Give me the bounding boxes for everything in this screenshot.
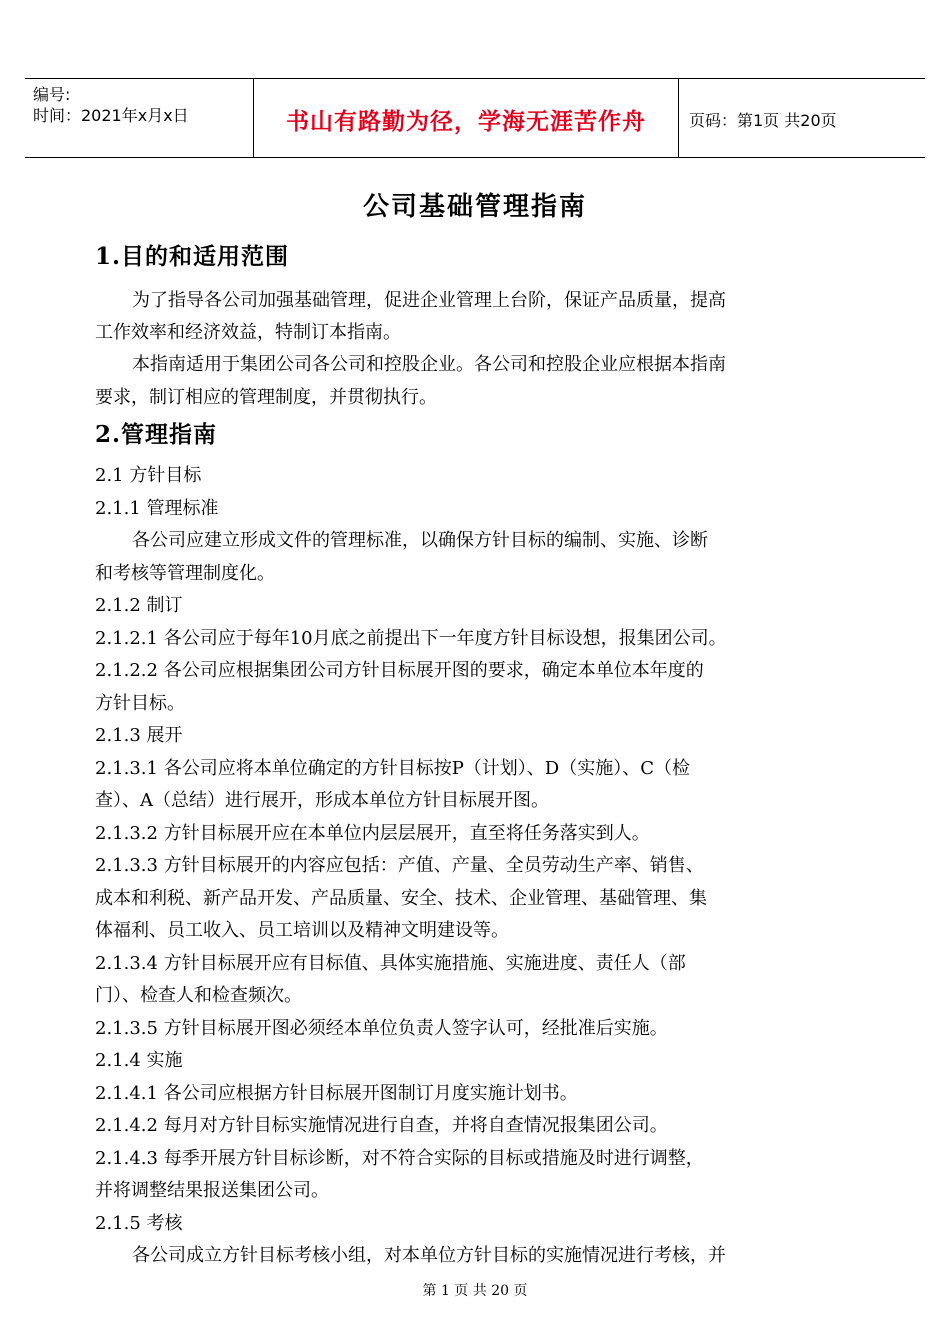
paragraph-line: 并将调整结果报送集团公司。 — [95, 1180, 329, 1201]
paragraph-line: 2.1.3.4 方针目标展开应有目标值、具体实施措施、实施进度、责任人（部 — [95, 953, 686, 974]
paragraph-line: 2.1.3.5 方针目标展开图必须经本单位负责人签字认可，经批准后实施。 — [95, 1018, 668, 1039]
document-title: 公司基础管理指南 — [362, 192, 587, 222]
paragraph-line: 2.1.2 制订 — [95, 595, 183, 616]
paragraph-line: 2.1.1 管理标准 — [95, 498, 219, 519]
paragraph-line: 成本和利税、新产品开发、产品质量、安全、技术、企业管理、基础管理、集 — [95, 888, 707, 909]
header-table — [25, 78, 925, 158]
header-page-cell — [679, 79, 925, 157]
paragraph-line: 2.1.3.3 方针目标展开的内容应包括：产值、产量、全员劳动生产率、销售、 — [95, 855, 704, 876]
paragraph-line: 门）、检查人和检查频次。 — [95, 985, 302, 1006]
header-motto-cell — [253, 79, 679, 157]
paragraph-line: 各公司应建立形成文件的管理标准，以确保方针目标的编制、实施、诊断 — [132, 530, 708, 551]
paragraph-line: 2.1.4 实施 — [95, 1050, 183, 1071]
paragraph-line: 2.1.3.1 各公司应将本单位确定的方针目标按P（计划）、D（实施）、C（检 — [95, 758, 691, 779]
paragraph-line: 2.1.4.2 每月对方针目标实施情况进行自查，并将自查情况报集团公司。 — [95, 1115, 668, 1136]
paragraph-line: 本指南适用于集团公司各公司和控股企业。各公司和控股企业应根据本指南 — [132, 354, 726, 375]
paragraph-line: 2.1.3 展开 — [95, 725, 183, 746]
paragraph-line: 体福利、员工收入、员工培训以及精神文明建设等。 — [95, 920, 509, 941]
page-info: 页码：第1页 共20页 — [689, 111, 837, 130]
paragraph-line: 2.1.3.2 方针目标展开应在本单位内层层展开，直至将任务落实到人。 — [95, 823, 650, 844]
header-left-cell — [25, 79, 253, 157]
paragraph-line: 2.1 方针目标 — [95, 465, 202, 486]
section-heading: 1.目的和适用范围 — [95, 243, 290, 270]
paragraph-line: 各公司成立方针目标考核小组，对本单位方针目标的实施情况进行考核，并 — [132, 1245, 726, 1266]
paragraph-line: 2.1.4.3 每季开展方针目标诊断，对不符合实际的目标或措施及时进行调整， — [95, 1148, 704, 1169]
paragraph-line: 2.1.5 考核 — [95, 1213, 183, 1234]
paragraph-line: 2.1.2.2 各公司应根据集团公司方针目标展开图的要求，确定本单位本年度的 — [95, 660, 704, 681]
paragraph-line: 工作效率和经济效益，特制订本指南。 — [95, 322, 401, 343]
motto-text: 书山有路勤为径，学海无涯苦作舟 — [286, 109, 646, 135]
paragraph-line: 为了指导各公司加强基础管理，促进企业管理上台阶，保证产品质量，提高 — [132, 290, 726, 311]
number-label: 编号: — [33, 85, 71, 104]
paragraph-line: 2.1.2.1 各公司应于每年10月底之前提出下一年度方针目标设想，报集团公司。 — [95, 628, 727, 649]
paragraph-line: 2.1.4.1 各公司应根据方针目标展开图制订月度实施计划书。 — [95, 1083, 578, 1104]
paragraph-line: 查）、A（总结）进行展开，形成本单位方针目标展开图。 — [95, 790, 549, 811]
section-heading: 2.管理指南 — [95, 421, 218, 448]
paragraph-line: 方针目标。 — [95, 693, 185, 714]
time-label: 时间：2021年x月x日 — [33, 106, 189, 125]
paragraph-line: 要求，制订相应的管理制度，并贯彻执行。 — [95, 387, 437, 408]
page-footer: 第 1 页 共 20 页 — [422, 1283, 528, 1299]
paragraph-line: 和考核等管理制度化。 — [95, 563, 275, 584]
